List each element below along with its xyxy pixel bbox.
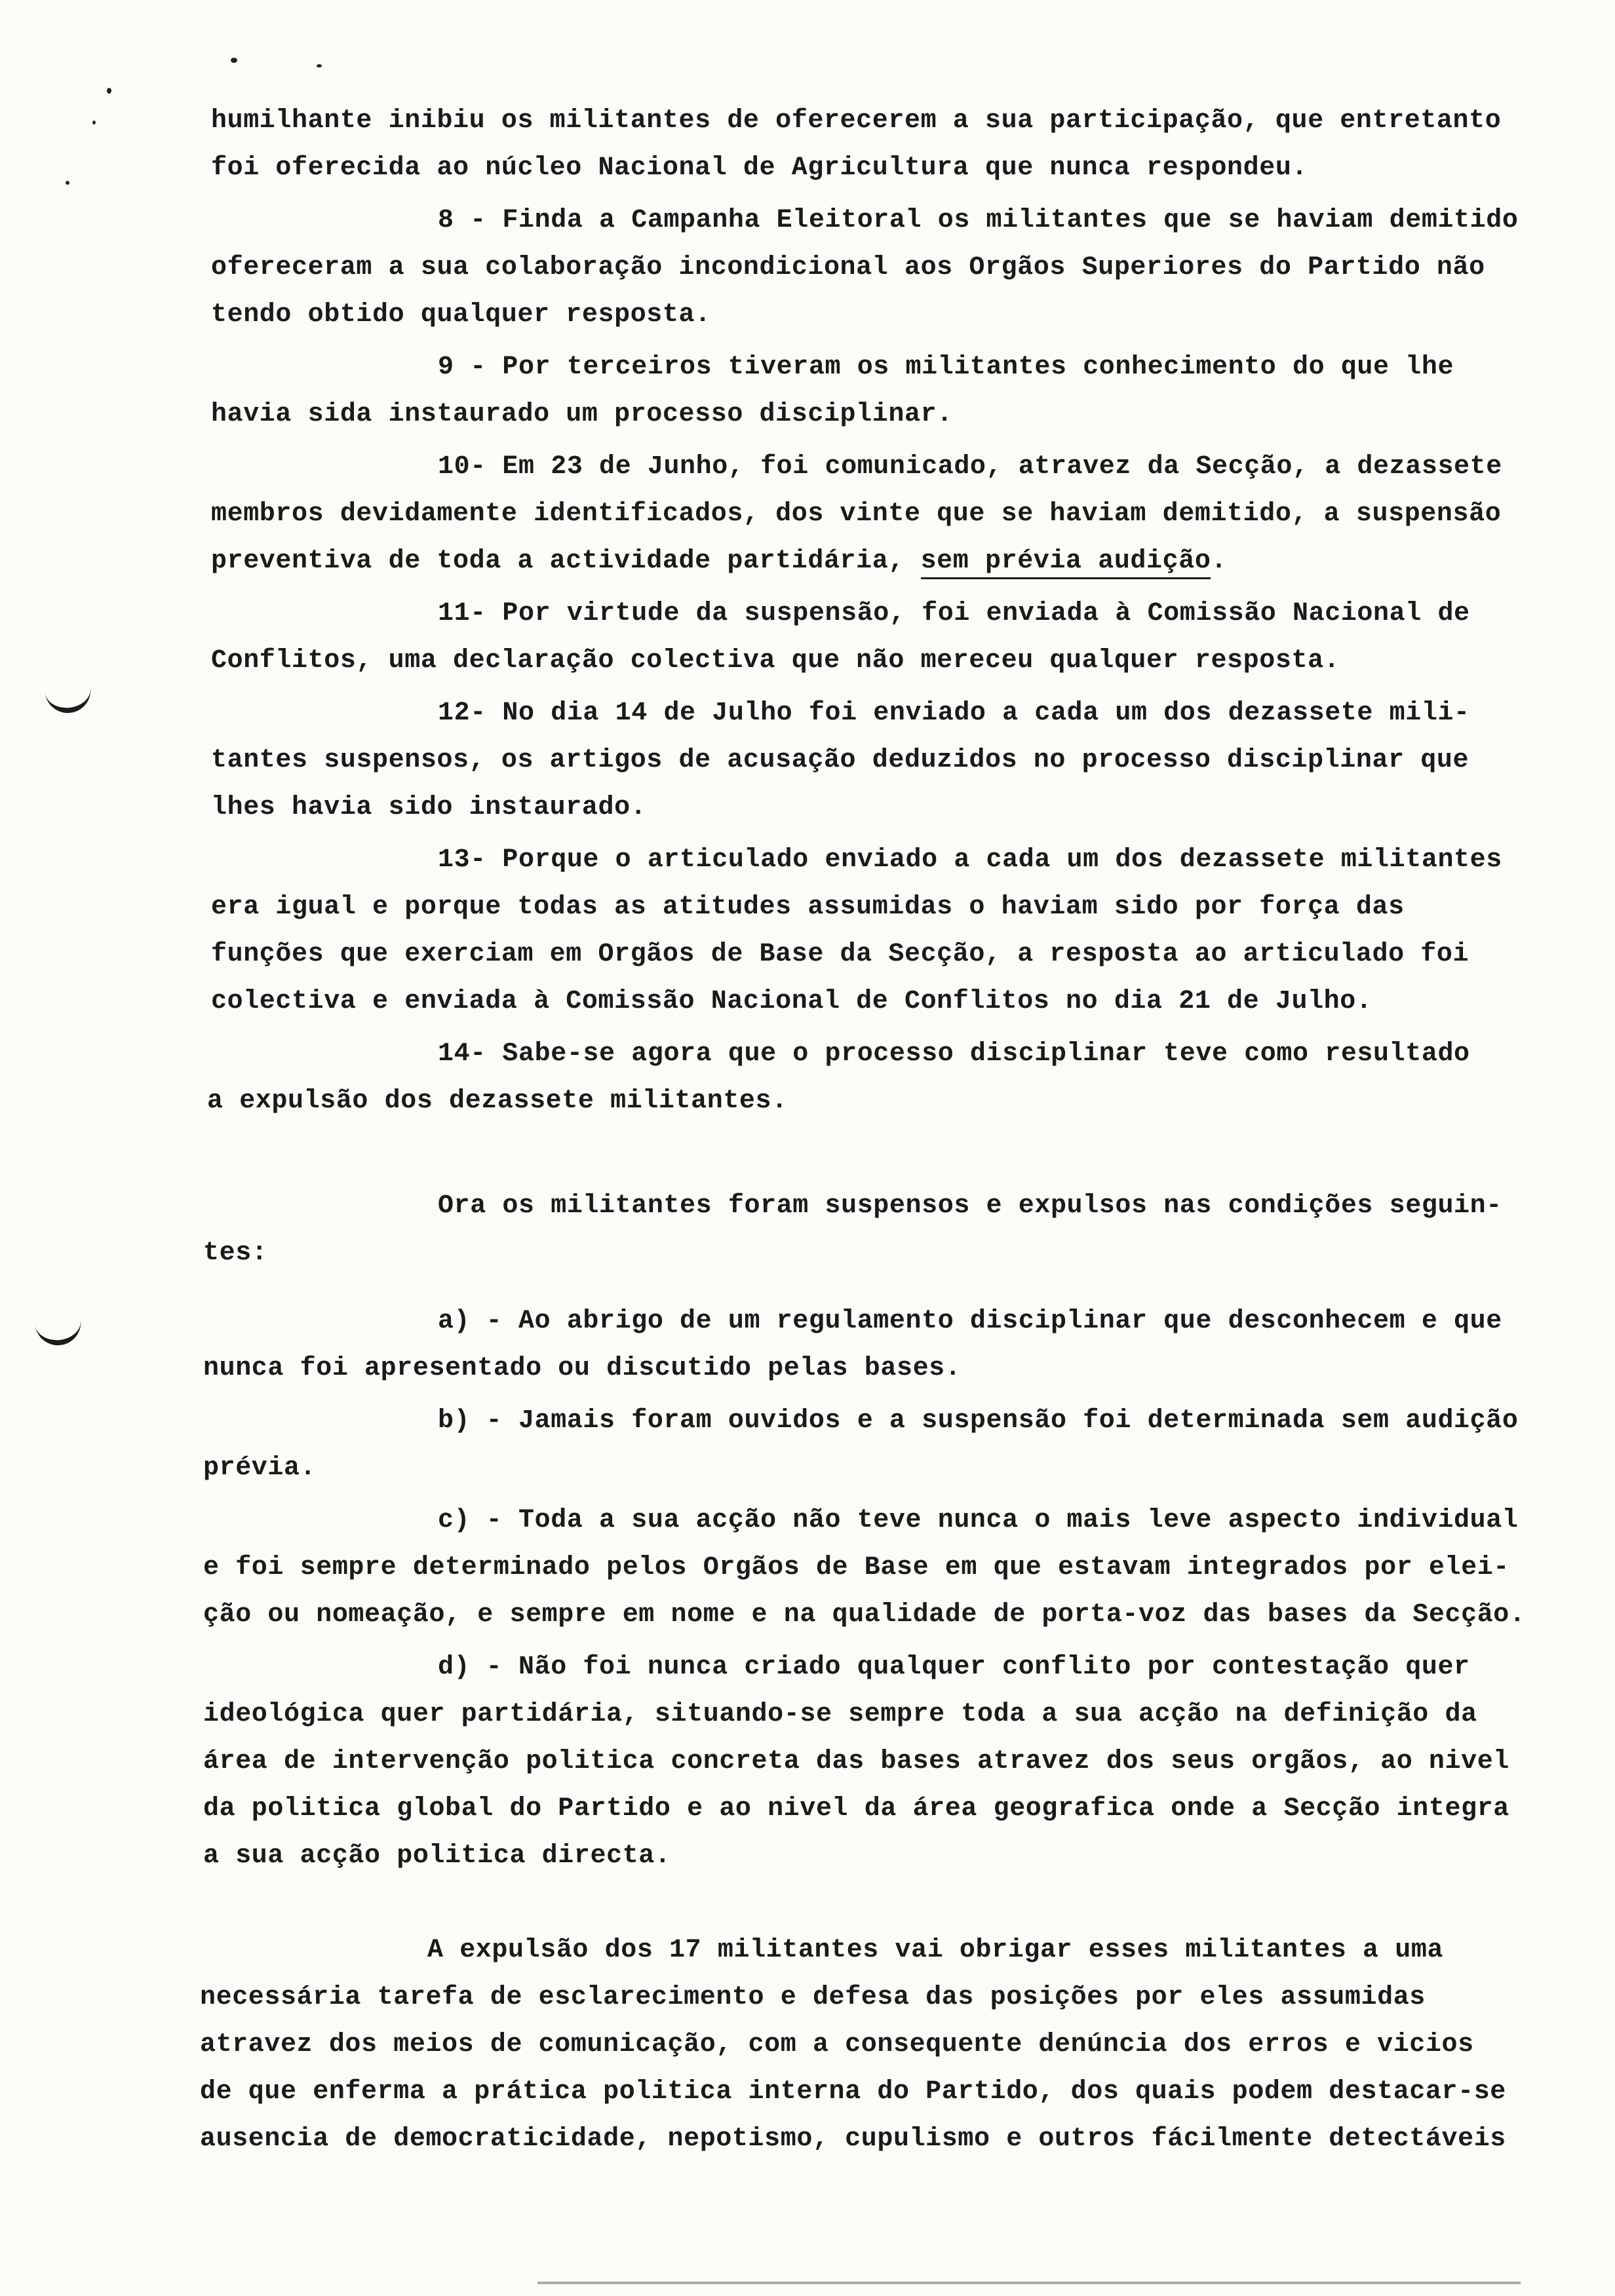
scan-dot (107, 88, 111, 94)
text-line: a sua acção politica directa. (203, 1841, 671, 1871)
text-line: b) - Jamais foram ouvidos e a suspensão foi determinada sem audição (438, 1406, 1519, 1436)
text-line: era igual e porque todas as atitudes assumidas o haviam sido por força das (211, 892, 1405, 922)
text-line: 12- No dia 14 de Julho foi enviado a cada um dos dezassete mili- (438, 698, 1470, 728)
text-line: da politica global do Partido e ao nivel da área geografica onde a Secção integra (203, 1794, 1509, 1824)
text-line: foi oferecida ao núcleo Nacional de Agricultura que nunca respondeu. (211, 153, 1308, 183)
scan-dot (231, 58, 237, 63)
text-segment: preventiva de toda a actividade partidária, (211, 546, 921, 576)
text-line: 10- Em 23 de Junho, foi comunicado, atravez da Secção, a dezassete (438, 452, 1502, 482)
margin-mark (35, 1318, 83, 1347)
text-line: membros devidamente identificados, dos vinte que se haviam demitido, a suspensão (211, 499, 1502, 529)
text-line: prévia. (203, 1453, 317, 1483)
text-line: a) - Ao abrigo de um regulamento disciplinar que desconhecem e que (438, 1307, 1502, 1336)
bottom-scan-artifact (537, 2282, 1521, 2284)
text-line: funções que exerciam em Orgãos de Base da Secção, a resposta ao articulado foi (211, 940, 1469, 969)
text-line: 11- Por virtude da suspensão, foi enviada à Comissão Nacional de (438, 599, 1470, 628)
text-line: tantes suspensos, os artigos de acusação deduzidos no processo disciplinar que (211, 746, 1469, 775)
text-line: ção ou nomeação, e sempre em nome e na qualidade de porta-voz das bases da Secção. (203, 1600, 1526, 1630)
text-line: e foi sempre determinado pelos Orgãos de Base em que estavam integrados por elei- (203, 1553, 1509, 1582)
text-line: Ora os militantes foram suspensos e expulsos nas condições seguin- (438, 1191, 1502, 1221)
scan-dot (92, 121, 96, 124)
text-line: c) - Toda a sua acção não teve nunca o mais leve aspecto individual (438, 1506, 1519, 1535)
text-segment: . (1211, 546, 1228, 576)
text-line: ausencia de democraticidade, nepotismo, cupulismo e outros fácilmente detectáveis (200, 2124, 1506, 2154)
text-line: ofereceram a sua colaboração incondicional aos Orgãos Superiores do Partido não (211, 253, 1485, 282)
text-line: 8 - Finda a Campanha Eleitoral os militantes que se haviam demitido (438, 206, 1519, 235)
text-line: Conflitos, uma declaração colectiva que não mereceu qualquer resposta. (211, 646, 1340, 676)
text-line: colectiva e enviada à Comissão Nacional de Conflitos no dia 21 de Julho. (211, 987, 1372, 1016)
text-line: a expulsão dos dezassete militantes. (207, 1086, 788, 1116)
text-line: ideológica quer partidária, situando-se sempre toda a sua acção na definição da (203, 1700, 1477, 1729)
text-line: humilhante inibiu os militantes de oferecerem a sua participação, que entretanto (211, 106, 1502, 136)
underlined-phrase: sem prévia audição (921, 546, 1211, 579)
text-line: necessária tarefa de esclarecimento e defesa das posições por eles assumidas (200, 1983, 1426, 2012)
text-line: lhes havia sido instaurado. (211, 793, 647, 822)
text-line: tendo obtido qualquer resposta. (211, 300, 711, 330)
text-line: havia sida instaurado um processo disciplinar. (211, 400, 953, 429)
text-line: 9 - Por terceiros tiveram os militantes conhecimento do que lhe (438, 353, 1454, 382)
text-line (211, 546, 1227, 577)
scan-dot (317, 64, 322, 67)
text-line: 14- Sabe-se agora que o processo disciplinar teve como resultado (438, 1039, 1470, 1069)
text-line: área de intervenção politica concreta das bases atravez dos seus orgãos, ao nivel (203, 1747, 1509, 1776)
text-line: 13- Porque o articulado enviado a cada um dos dezassete militantes (438, 845, 1502, 875)
margin-mark (45, 685, 93, 715)
text-line: de que enferma a prática politica interna do Partido, dos quais podem destacar-se (200, 2077, 1506, 2107)
scan-dot (66, 181, 69, 185)
text-line: A expulsão dos 17 militantes vai obrigar esses militantes a uma (427, 1936, 1444, 1965)
text-line: nunca foi apresentado ou discutido pelas bases. (203, 1354, 962, 1383)
text-line: atravez dos meios de comunicação, com a consequente denúncia dos erros e vicios (200, 2030, 1474, 2059)
text-line: tes: (203, 1238, 268, 1268)
text-line: d) - Não foi nunca criado qualquer conflito por contestação quer (438, 1653, 1470, 1682)
